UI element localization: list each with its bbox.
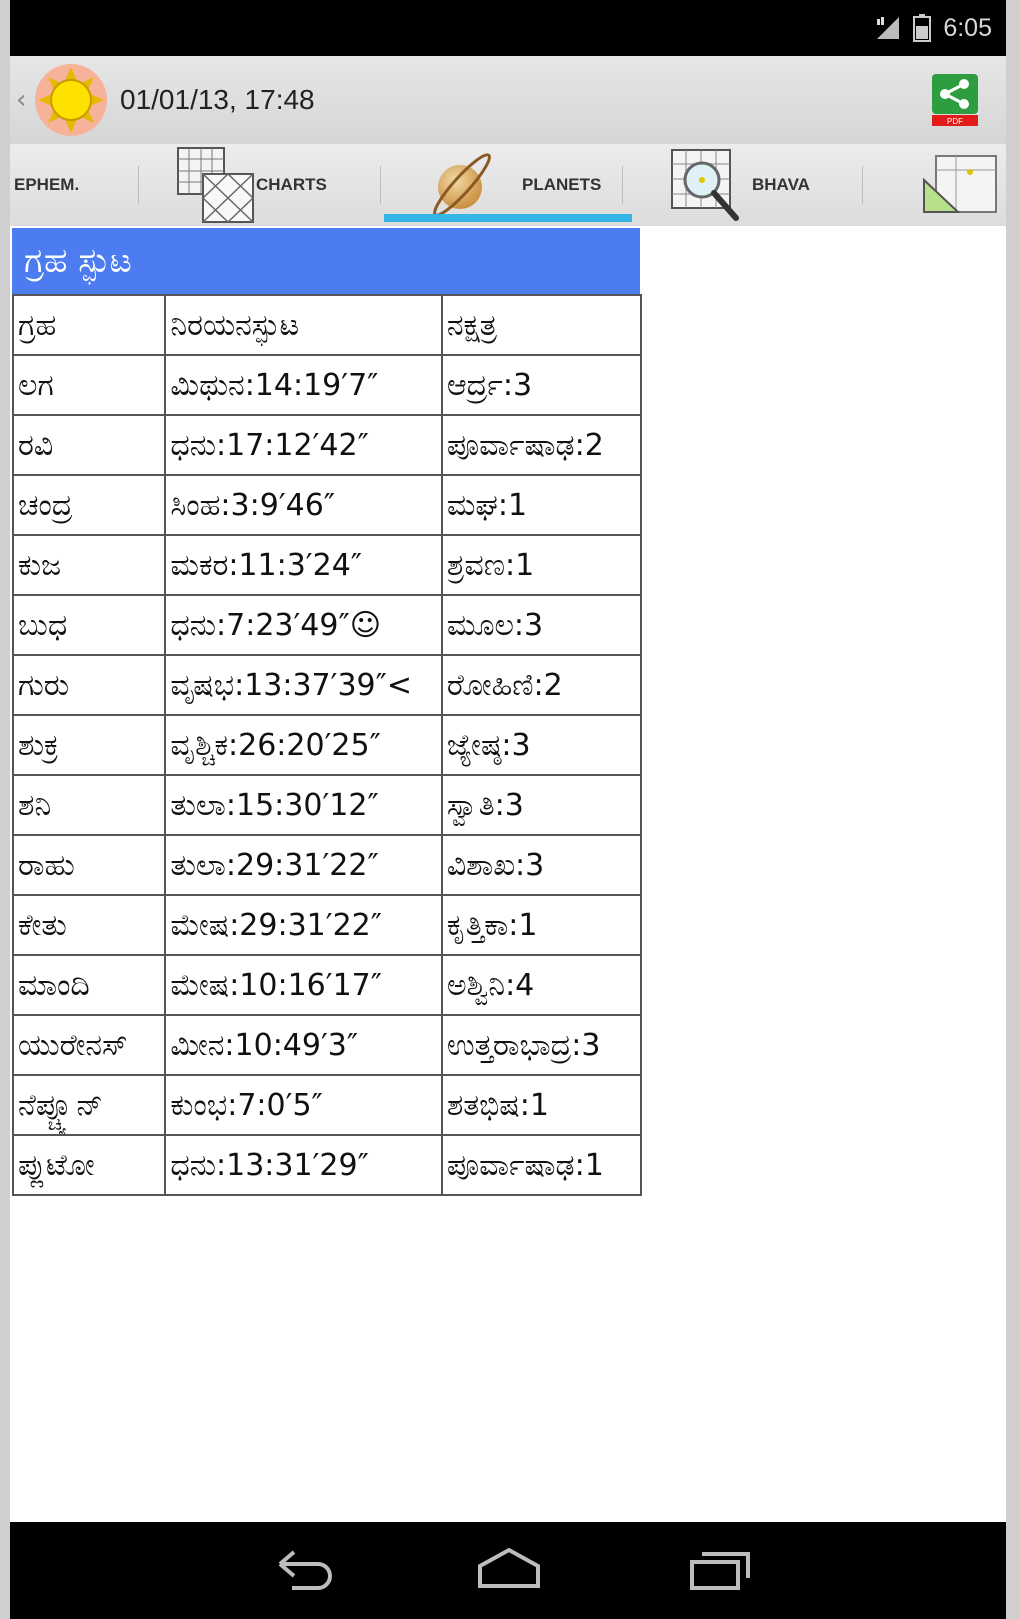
planet-name: ಮಾಂದಿ: [13, 955, 165, 1015]
planet-nakshatra: ಶತಭಿಷ:1: [442, 1075, 641, 1135]
battery-icon: [913, 14, 931, 42]
clock: 6:05: [943, 13, 992, 42]
planet-nakshatra: ಉತ್ತರಾಭಾದ್ರ:3: [442, 1015, 641, 1075]
header-nakshatra: ನಕ್ಷತ್ರ: [442, 295, 641, 355]
back-icon[interactable]: [268, 1544, 338, 1594]
tab-more[interactable]: [918, 144, 1006, 226]
planet-name: ಯುರೇನಸ್: [13, 1015, 165, 1075]
planet-name: ಪ್ಲುಟೋ: [13, 1135, 165, 1195]
navigation-bar: [10, 1522, 1006, 1619]
sun-logo-icon[interactable]: [32, 61, 110, 139]
table-row: [13, 715, 641, 775]
chart-date-title: 01/01/13, 17:48: [120, 84, 315, 115]
table-row: [13, 835, 641, 895]
planet-nakshatra: ಪೂರ್ವಾಷಾಢ:1: [442, 1135, 641, 1195]
recent-apps-icon[interactable]: [686, 1544, 756, 1594]
table-row: [13, 535, 641, 595]
planet-position: ಧನು:7:23′49″☺: [165, 595, 441, 655]
planet-nakshatra: ಮಘ:1: [442, 475, 641, 535]
device-screen: [10, 0, 1006, 1619]
planet-position: ಮಕರ:11:3′24″: [165, 535, 441, 595]
action-bar: [10, 56, 1006, 144]
tab-charts[interactable]: [176, 144, 327, 226]
home-icon[interactable]: [474, 1544, 544, 1594]
pdf-label: PDF: [947, 117, 963, 126]
up-navigation-icon[interactable]: ‹: [16, 85, 27, 115]
planet-position: ತುಲಾ:29:31′22″: [165, 835, 441, 895]
table-row: [13, 1015, 641, 1075]
planet-nakshatra: ಕೃತ್ತಿಕಾ:1: [442, 895, 641, 955]
tab-ephem-label: EPHEM.: [14, 175, 80, 194]
table-row: [13, 475, 641, 535]
planet-name: ಶನಿ: [13, 775, 165, 835]
planet-position: ಧನು:17:12′42″: [165, 415, 441, 475]
more-chart-icon: [918, 150, 1006, 220]
planet-nakshatra: ಸ್ವಾತಿ:3: [442, 775, 641, 835]
table-row: [13, 355, 641, 415]
planet-position: ಮೀನ:10:49′3″: [165, 1015, 441, 1075]
table-row: [13, 1075, 641, 1135]
planet-name: ಲಗ: [13, 355, 165, 415]
planet-position: ವೃಶ್ಚಿಕ:26:20′25″: [165, 715, 441, 775]
header-graha: ಗ್ರಹ: [13, 295, 165, 355]
table-header-row: [13, 295, 641, 355]
table-row: [13, 775, 641, 835]
bhava-magnifier-icon: [670, 148, 742, 222]
planet-name: ಕುಜ: [13, 535, 165, 595]
tab-planets-label: PLANETS: [522, 175, 602, 194]
planet-name: ಶುಕ್ರ: [13, 715, 165, 775]
table-row: [13, 1135, 641, 1195]
planet-nakshatra: ಜ್ಯೇಷ್ಠ:3: [442, 715, 641, 775]
planet-name: ರವಿ: [13, 415, 165, 475]
table-row: [13, 595, 641, 655]
planet-position: ವೃಷಭ:13:37′39″<: [165, 655, 441, 715]
planet-name: ರಾಹು: [13, 835, 165, 895]
tab-charts-label: CHARTS: [256, 175, 327, 194]
signal-icon: [875, 15, 901, 41]
table-row: [13, 955, 641, 1015]
planet-nakshatra: ಆರ್ದ್ರ:3: [442, 355, 641, 415]
tab-bhava-label: BHAVA: [752, 175, 810, 194]
planet-nakshatra: ವಿಶಾಖ:3: [442, 835, 641, 895]
planet-name: ಚಂದ್ರ: [13, 475, 165, 535]
header-nirayana-sphuta: ನಿರಯನಸ್ಫುಟ: [165, 295, 441, 355]
planet-position: ಧನು:13:31′29″: [165, 1135, 441, 1195]
selected-tab-indicator: [384, 214, 632, 222]
planet-icon: [424, 147, 500, 223]
table-row: [13, 655, 641, 715]
planet-position: ಮಿಥುನ:14:19′7″: [165, 355, 441, 415]
planet-name: ಬುಧ: [13, 595, 165, 655]
planet-position: ಸಿಂಹ:3:9′46″: [165, 475, 441, 535]
planet-positions-table: [12, 294, 642, 1196]
planet-nakshatra: ಶ್ರವಣ:1: [442, 535, 641, 595]
planet-nakshatra: ಅಶ್ವಿನಿ:4: [442, 955, 641, 1015]
status-bar: [10, 0, 1006, 56]
planet-position: ಕುಂಭ:7:0′5″: [165, 1075, 441, 1135]
planet-nakshatra: ರೋಹಿಣಿ:2: [442, 655, 641, 715]
planet-name: ಗುರು: [13, 655, 165, 715]
planet-nakshatra: ಮೂಲ:3: [442, 595, 641, 655]
charts-icon: [176, 146, 256, 224]
share-pdf-button[interactable]: [932, 74, 978, 126]
tab-bhava[interactable]: [670, 144, 810, 226]
planet-name: ನೆಪ್ಚ್ಯೂನ್: [13, 1075, 165, 1135]
planet-position: ಮೇಷ:29:31′22″: [165, 895, 441, 955]
planet-nakshatra: ಪೂರ್ವಾಷಾಢ:2: [442, 415, 641, 475]
tab-ephem[interactable]: [14, 144, 79, 226]
planet-position: ತುಲಾ:15:30′12″: [165, 775, 441, 835]
table-title: ಗ್ರಹ ಸ್ಫುಟ: [12, 228, 640, 294]
planet-name: ಕೇತು: [13, 895, 165, 955]
table-row: [13, 895, 641, 955]
table-row: [13, 415, 641, 475]
planet-position: ಮೇಷ:10:16′17″: [165, 955, 441, 1015]
